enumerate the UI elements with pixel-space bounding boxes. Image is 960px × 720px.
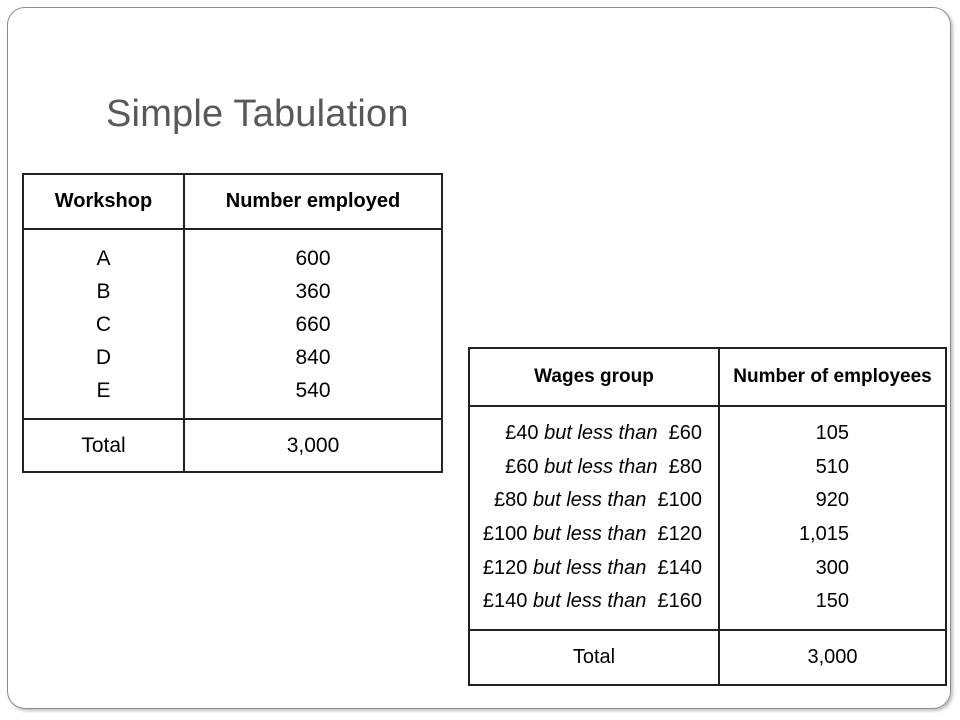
total-label: Total [23, 419, 184, 472]
total-value: 3,000 [719, 630, 946, 685]
number-cell: 660 [295, 312, 331, 336]
workshop-cell: A [96, 246, 111, 270]
total-label: Total [469, 630, 719, 685]
workshop-cell: D [95, 345, 112, 369]
employees-cell: 150 [815, 590, 849, 613]
employees-cell: 510 [815, 455, 849, 478]
table-header-row [469, 348, 946, 406]
table-body-row [23, 229, 442, 419]
workshop-cell: B [96, 279, 111, 303]
number-cell: 840 [295, 345, 331, 369]
table-total-row [469, 630, 946, 685]
header-number-of-employees: Number of employees [719, 348, 946, 406]
wage-range-cell: £80 but less than £100 [494, 489, 702, 512]
header-wages-group: Wages group [469, 348, 719, 406]
wages-table [468, 347, 947, 686]
number-cell: 600 [295, 246, 331, 270]
table-body-row [469, 406, 946, 630]
header-workshop: Workshop [23, 174, 184, 229]
wage-range-cell: £100 but less than £120 [482, 523, 702, 545]
employees-cell: 1,015 [798, 523, 849, 545]
total-value: 3,000 [184, 419, 442, 472]
wage-range-cell: £40 but less than £60 [505, 421, 702, 444]
header-number-employed: Number employed [184, 174, 442, 229]
workshop-column [23, 229, 184, 419]
employees-cell: 105 [815, 421, 849, 444]
table-total-row [23, 419, 442, 472]
employees-column [719, 406, 946, 630]
number-cell: 360 [295, 279, 331, 303]
employees-cell: 920 [815, 489, 849, 512]
employees-cell: 300 [815, 556, 849, 579]
table-header-row [23, 174, 442, 229]
wage-range-cell: £120 but less than £140 [482, 556, 702, 579]
number-cell: 540 [295, 378, 331, 402]
workshop-cell: C [95, 312, 112, 336]
workshop-cell: E [96, 378, 111, 402]
number-employed-column [184, 229, 442, 419]
workshop-table [22, 173, 443, 473]
wage-range-cell: £140 but less than £160 [482, 590, 702, 613]
slide-title: Simple Tabulation [106, 93, 409, 135]
wage-range-cell: £60 but less than £80 [505, 455, 702, 478]
wages-group-column [469, 406, 719, 630]
